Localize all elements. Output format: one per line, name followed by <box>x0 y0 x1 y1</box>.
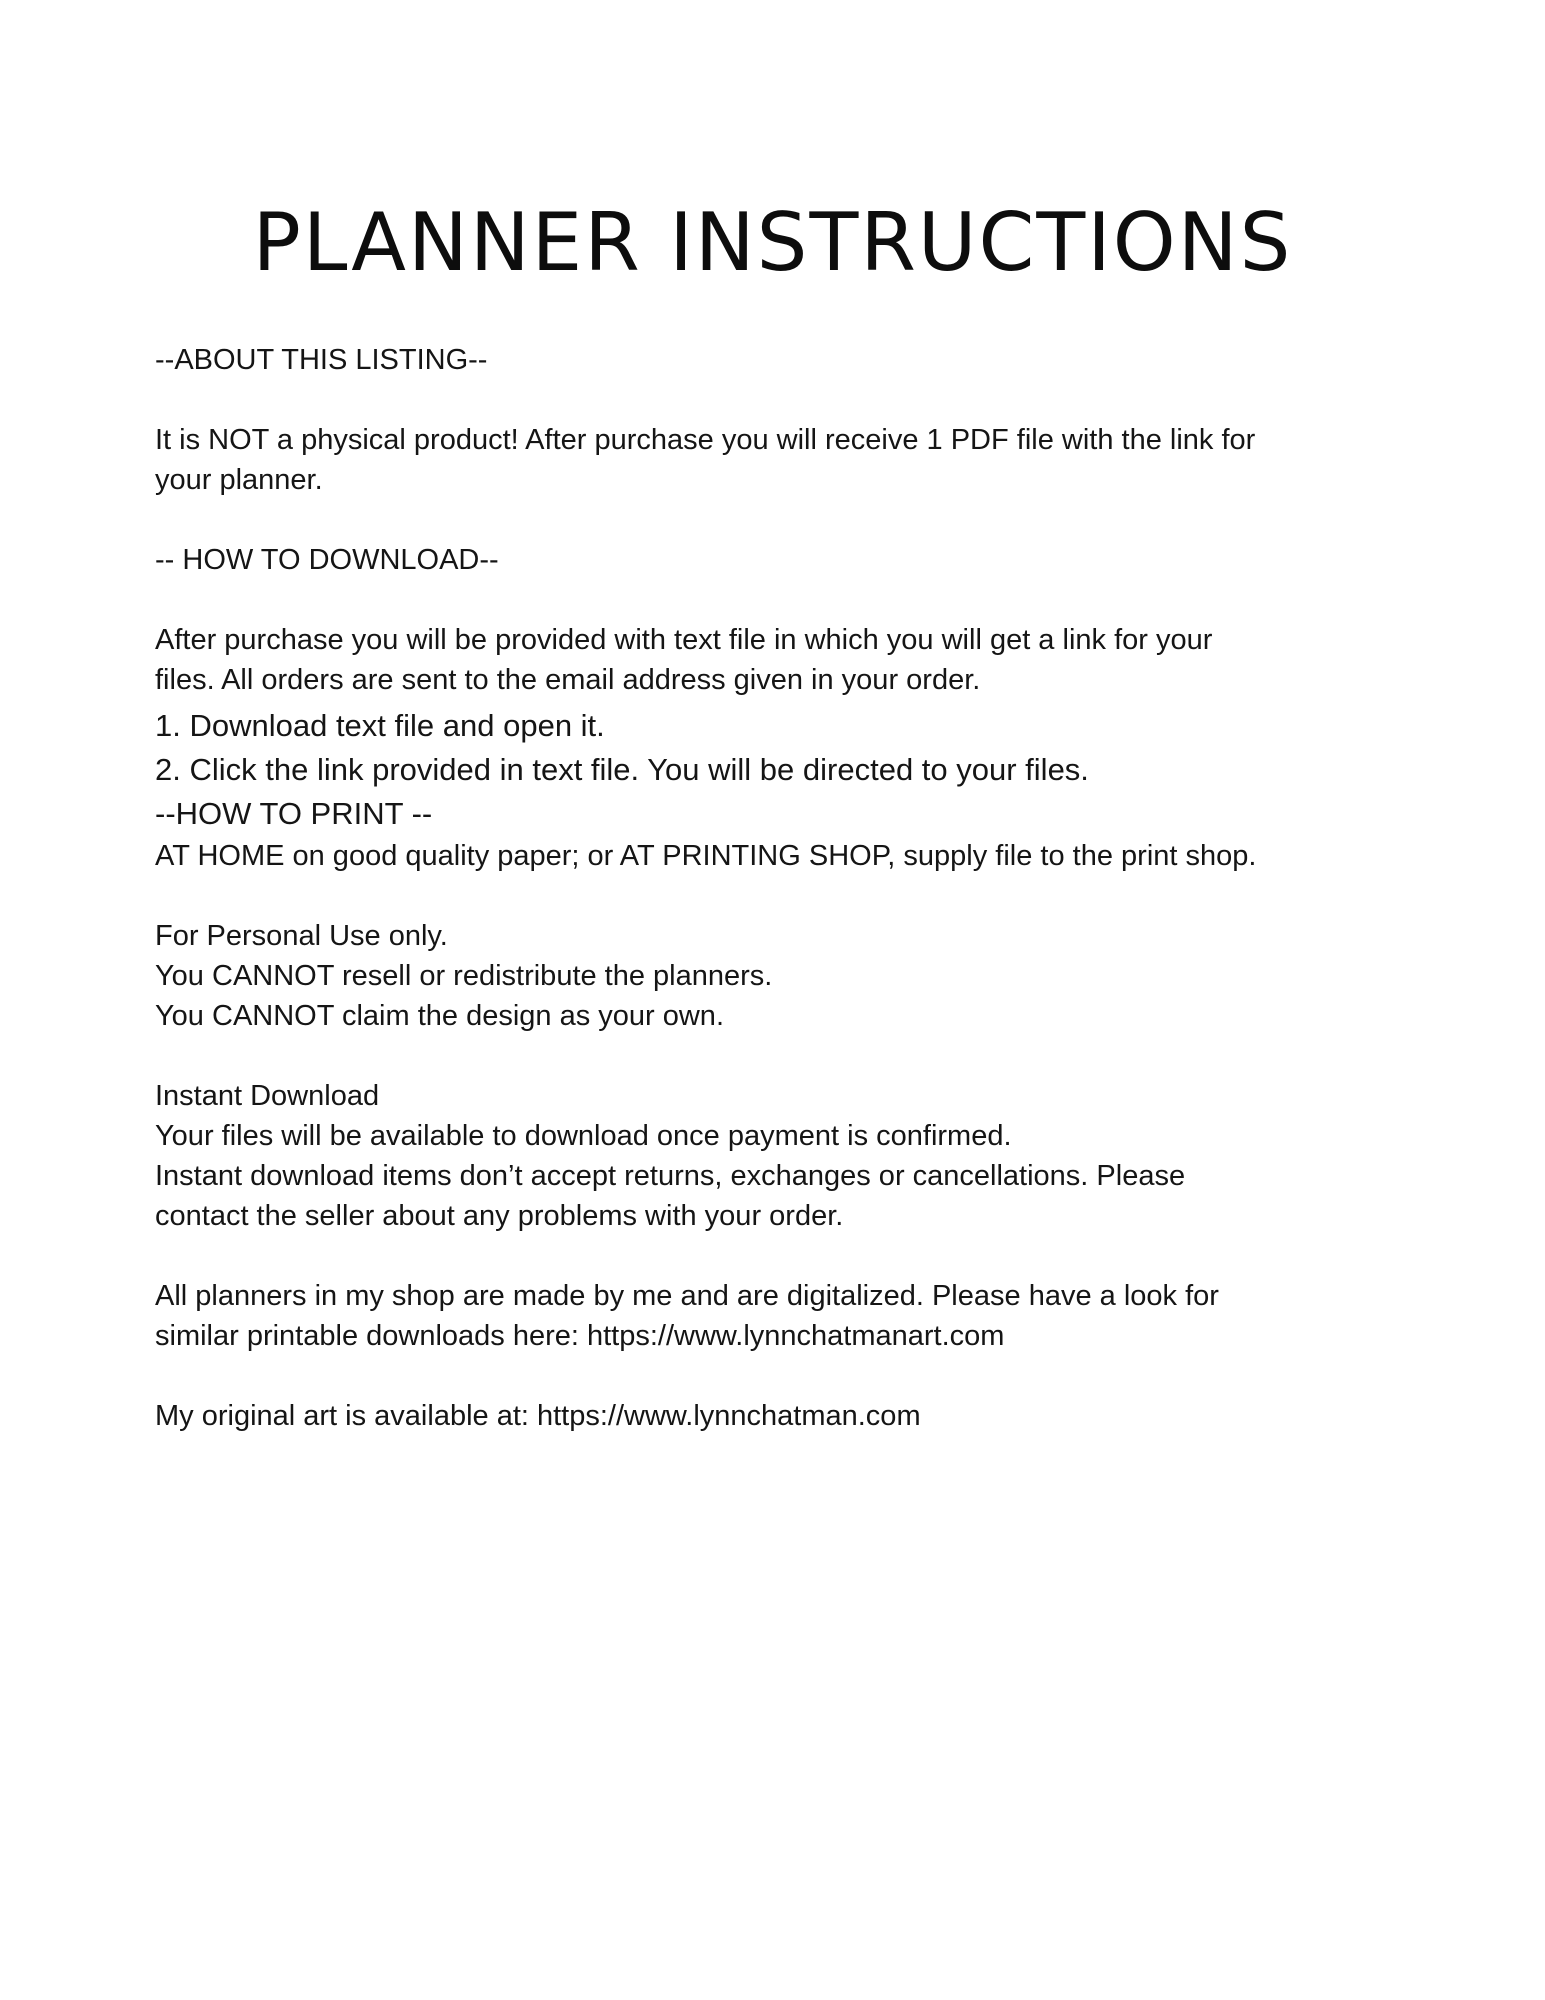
download-text-line: files. All orders are sent to the email address given in your order. <box>155 664 981 696</box>
shop-text-line: All planners in my shop are made by me and are digitalized. Please have a look for <box>155 1280 1219 1312</box>
shop-text-line: similar printable downloads here: https://www.lynnchatmanart.com <box>155 1320 1005 1352</box>
print-heading: --HOW TO PRINT -- <box>155 796 433 831</box>
instant-download-line: Instant download items don’t accept returns, exchanges or cancellations. Please <box>155 1160 1186 1192</box>
download-steps-list <box>155 704 1395 792</box>
print-text: AT HOME on good quality paper; or AT PRINTING SHOP, supply file to the print shop. <box>155 840 1257 872</box>
usage-line: You CANNOT resell or redistribute the planners. <box>155 960 773 992</box>
download-step: 2. Click the link provided in text file. You will be directed to your files. <box>155 752 1089 787</box>
instant-download-heading: Instant Download <box>155 1080 380 1112</box>
instant-download-line: Your files will be available to download once payment is confirmed. <box>155 1120 1012 1152</box>
download-text-line: After purchase you will be provided with text file in which you will get a link for your <box>155 624 1213 656</box>
about-text-line: It is NOT a physical product! After purchase you will receive 1 PDF file with the link for <box>155 424 1256 456</box>
usage-line: For Personal Use only. <box>155 920 448 952</box>
instant-download-line: contact the seller about any problems with your order. <box>155 1200 844 1232</box>
instructions-body <box>155 340 1395 1436</box>
about-heading: --ABOUT THIS LISTING-- <box>155 344 488 376</box>
original-art-line: My original art is available at: https://www.lynnchatman.com <box>155 1400 921 1432</box>
usage-line: You CANNOT claim the design as your own. <box>155 1000 724 1032</box>
page-title: PLANNER INSTRUCTIONS <box>252 196 1293 289</box>
about-text-line: your planner. <box>155 464 323 496</box>
download-heading: -- HOW TO DOWNLOAD-- <box>155 544 499 576</box>
download-step: 1. Download text file and open it. <box>155 708 605 743</box>
